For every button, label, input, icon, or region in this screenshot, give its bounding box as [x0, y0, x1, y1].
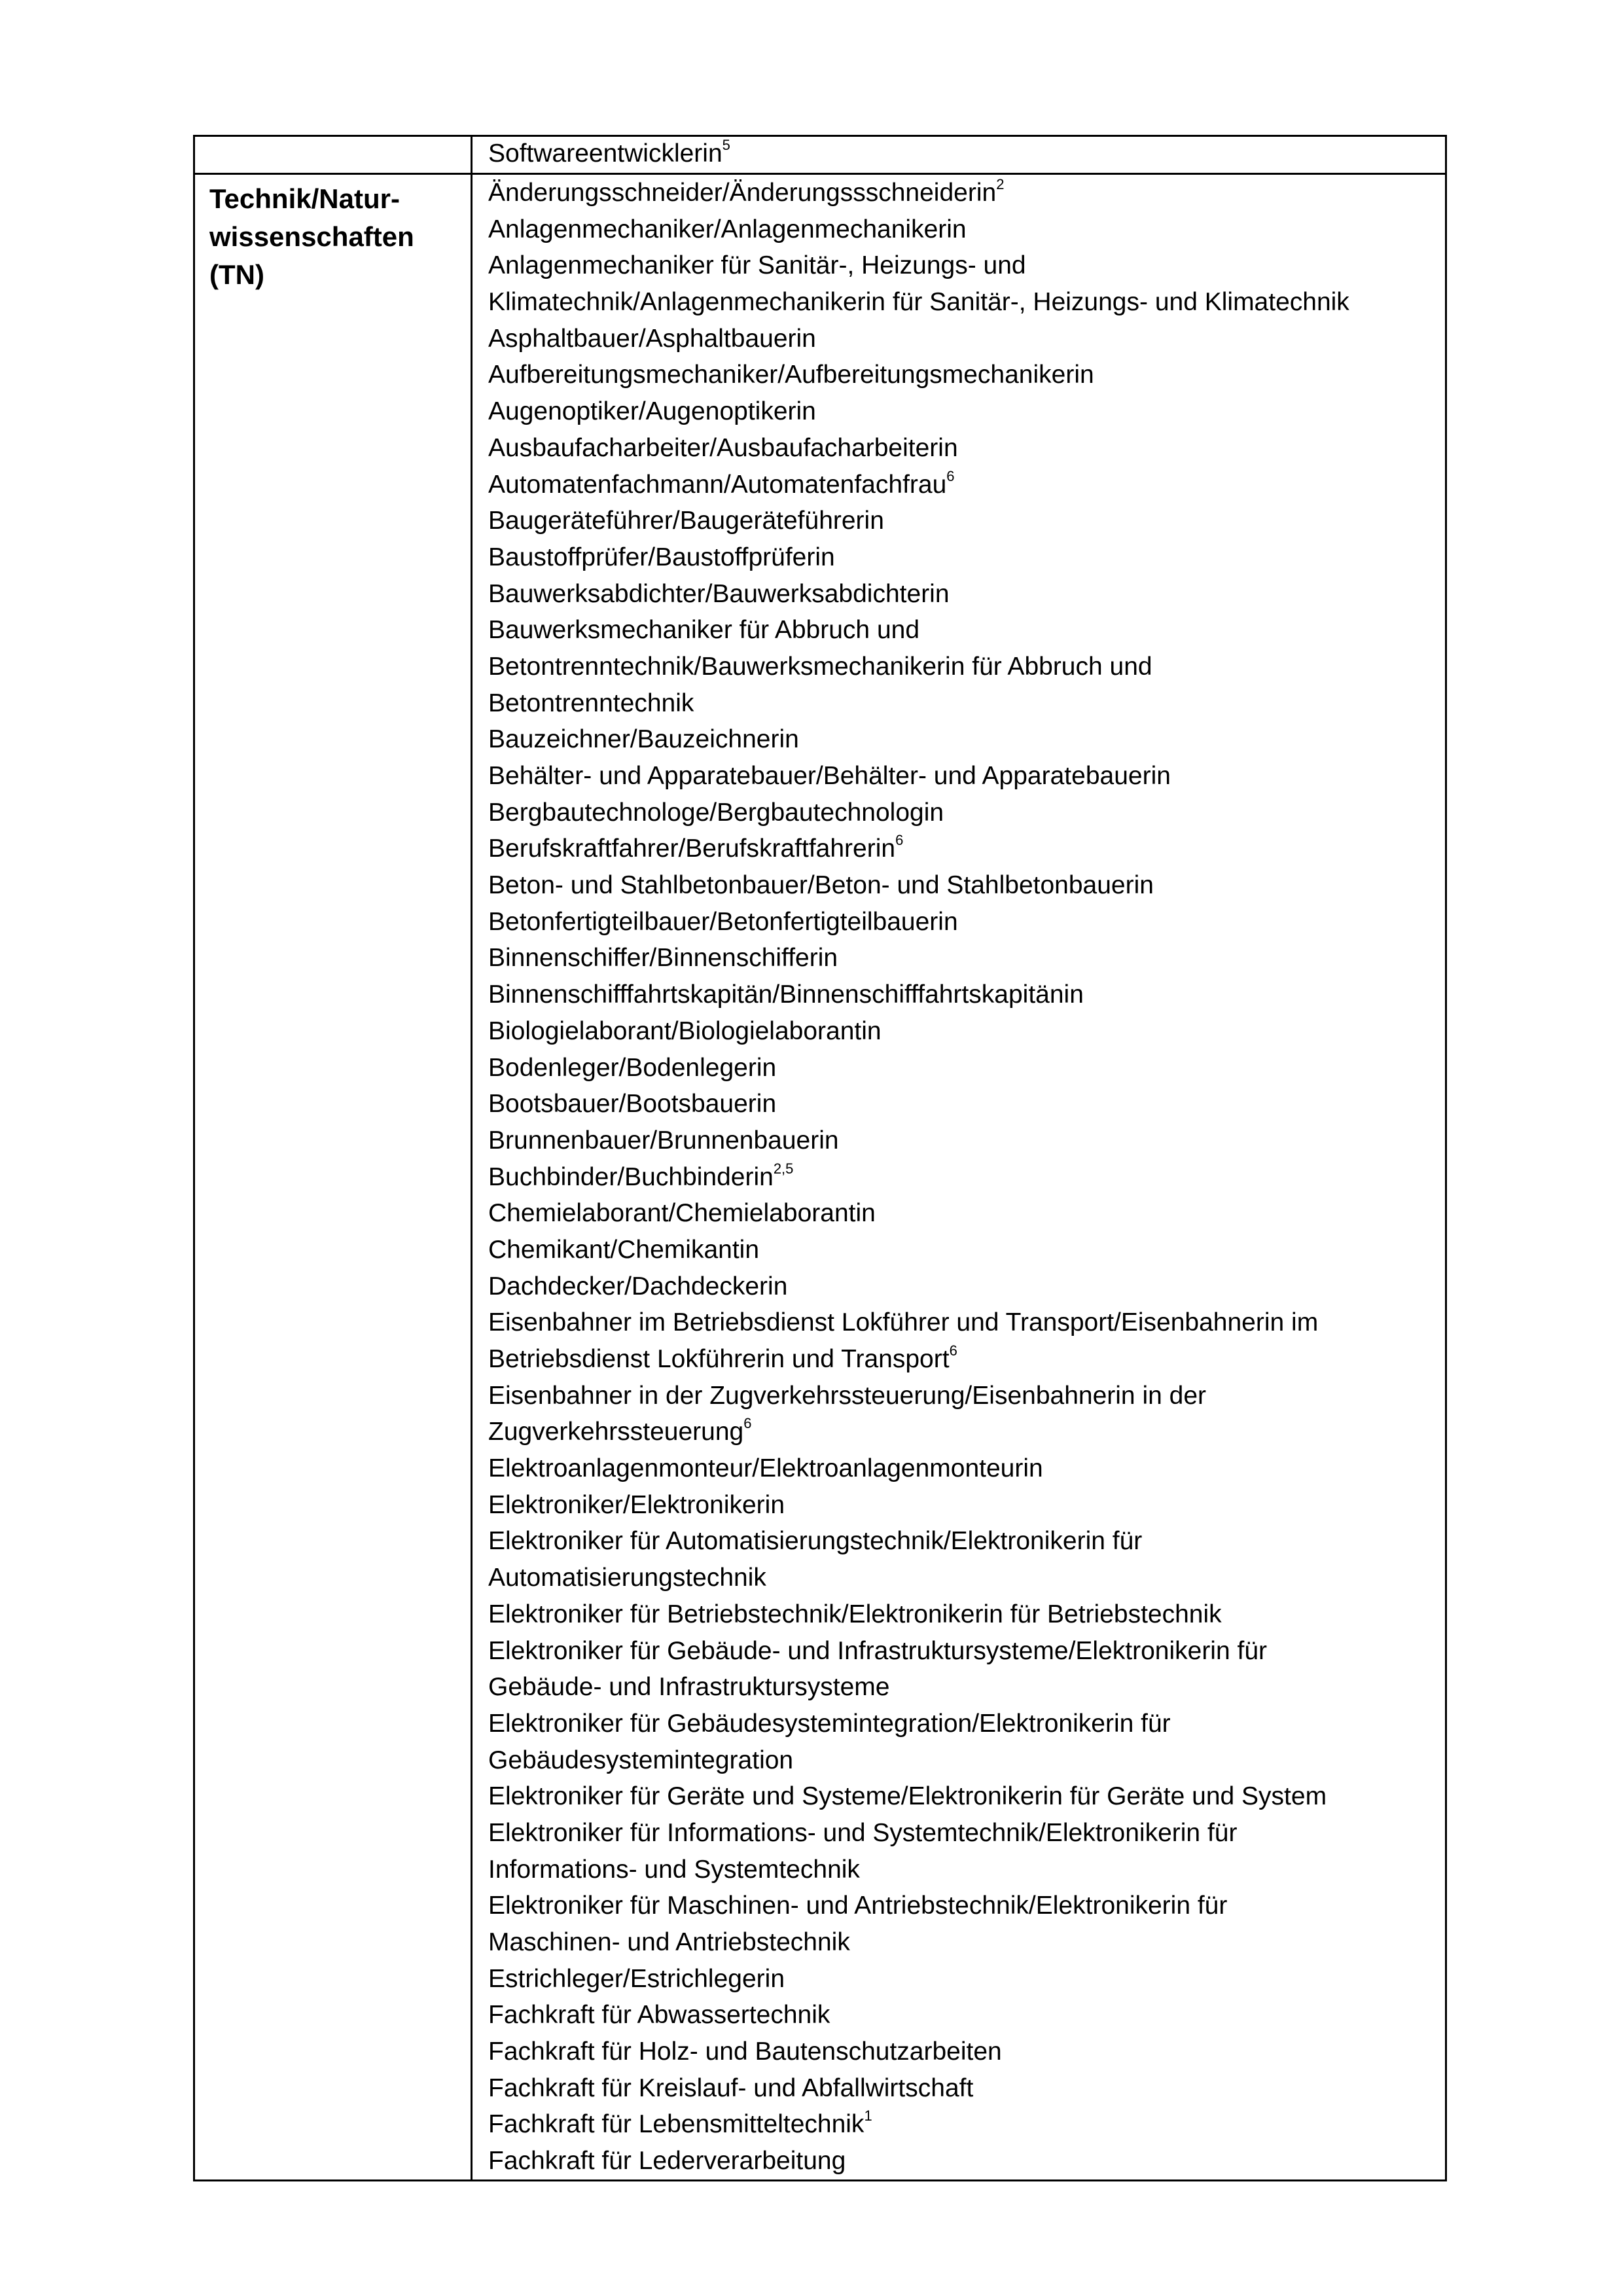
occupation-text: Betontrenntechnik	[488, 689, 694, 717]
occupation-entry	[488, 831, 1445, 867]
occupation-text: Buchbinder/Buchbinderin	[488, 1162, 774, 1191]
occupation-entry	[488, 1523, 1445, 1560]
occupation-text: Elektroniker für Informations- und Systemtechnik/Elektronikerin für	[488, 1818, 1238, 1847]
occupation-text: Anlagenmechaniker für Sanitär-, Heizungs- und	[488, 251, 1026, 280]
occupation-text: Betontrenntechnik/Bauwerksmechanikerin für Abbruch und	[488, 652, 1152, 681]
occupation-entry	[488, 2034, 1445, 2070]
occupation-entry	[488, 2106, 1445, 2143]
occupation-text: Beton- und Stahlbetonbauer/Beton- und Stahlbetonbauerin	[488, 871, 1154, 900]
occupation-entry	[488, 795, 1445, 831]
occupation-entry	[488, 175, 1445, 211]
occupation-text: Automatenfachmann/Automatenfachfrau	[488, 470, 947, 499]
occupation-entry	[488, 1013, 1445, 1050]
occupation-entry	[488, 1560, 1445, 1596]
occupation-text: Elektroanlagenmonteur/Elektroanlagenmonteurin	[488, 1454, 1043, 1483]
occupation-entry	[488, 211, 1445, 248]
occupation-entry	[488, 137, 1445, 171]
footnote-marker: 2,5	[773, 1160, 794, 1177]
occupation-text: Elektroniker für Geräte und Systeme/Elektronikerin für Geräte und System	[488, 1782, 1327, 1811]
occupation-text: Eisenbahner im Betriebsdienst Lokführer und Transport/Eisenbahnerin im	[488, 1308, 1319, 1337]
footnote-marker: 6	[895, 832, 904, 849]
occupation-table	[193, 135, 1447, 2181]
occupation-entry	[488, 1304, 1445, 1341]
occupation-text: Binnenschifffahrtskapitän/Binnenschifffahrtskapitänin	[488, 980, 1084, 1009]
footnote-marker: 6	[946, 467, 955, 484]
category-line: (TN)	[209, 259, 264, 290]
entries-cell	[472, 174, 1446, 2181]
occupation-text: Gebäudesystemintegration	[488, 1746, 794, 1774]
occupation-entry	[488, 1778, 1445, 1815]
category-line: Technik/Natur-	[209, 183, 400, 214]
occupation-entry	[488, 430, 1445, 467]
occupation-text: Fachkraft für Lebensmitteltechnik	[488, 2110, 865, 2139]
occupation-text: Fachkraft für Abwassertechnik	[488, 2001, 830, 2030]
occupation-text: Baustoffprüfer/Baustoffprüferin	[488, 543, 835, 571]
occupation-text: Augenoptiker/Augenoptikerin	[488, 397, 816, 426]
occupation-entry	[488, 1669, 1445, 1706]
occupation-entry	[488, 649, 1445, 685]
occupation-entry	[488, 1596, 1445, 1633]
occupation-text: Änderungsschneider/Änderungssschneiderin	[488, 179, 997, 207]
occupation-text: Berufskraftfahrer/Berufskraftfahrerin	[488, 834, 896, 863]
occupation-text: Bauwerksmechaniker für Abbruch und	[488, 616, 920, 645]
occupation-text: Softwareentwicklerin	[488, 139, 722, 168]
occupation-entry	[488, 1888, 1445, 1924]
occupation-text: Elektroniker/Elektronikerin	[488, 1490, 785, 1519]
occupation-entry	[488, 357, 1445, 393]
occupation-text: Eisenbahner in der Zugverkehrssteuerung/Eisenbahnerin in der	[488, 1381, 1207, 1410]
occupation-text: Chemielaborant/Chemielaborantin	[488, 1199, 876, 1228]
occupation-entry	[488, 977, 1445, 1013]
occupation-text: Elektroniker für Automatisierungstechnik/Elektronikerin für	[488, 1527, 1143, 1556]
occupation-entry	[488, 393, 1445, 430]
occupation-text: Fachkraft für Lederverarbeitung	[488, 2147, 846, 2176]
occupation-entry	[488, 1195, 1445, 1232]
occupation-text: Dachdecker/Dachdeckerin	[488, 1272, 788, 1300]
occupation-text: Asphaltbauer/Asphaltbauerin	[488, 324, 816, 353]
occupation-entry	[488, 1961, 1445, 1998]
occupation-text: Estrichleger/Estrichlegerin	[488, 1964, 785, 1993]
occupation-entry	[488, 284, 1445, 321]
occupation-text: Behälter- und Apparatebauer/Behälter- und Apparatebauerin	[488, 762, 1171, 790]
occupation-entry	[488, 1487, 1445, 1524]
footnote-marker: 5	[722, 137, 730, 153]
occupation-entry	[488, 758, 1445, 795]
occupation-entry	[488, 1122, 1445, 1159]
footnote-marker: 2	[996, 176, 1005, 192]
occupation-text: Anlagenmechaniker/Anlagenmechanikerin	[488, 215, 967, 243]
occupation-text: Informations- und Systemtechnik	[488, 1855, 860, 1884]
occupation-entry	[488, 539, 1445, 576]
occupation-entry	[488, 1450, 1445, 1487]
table-row-previous	[194, 136, 1446, 174]
occupation-text: Baugeräteführer/Baugeräteführerin	[488, 507, 884, 535]
occupation-entry	[488, 685, 1445, 722]
table-row-technik	[194, 174, 1446, 2181]
footnote-marker: 6	[743, 1415, 752, 1432]
occupation-text: Betriebsdienst Lokführerin und Transport	[488, 1345, 950, 1373]
occupation-entry	[488, 503, 1445, 539]
occupation-entry	[488, 1742, 1445, 1779]
occupation-entry	[488, 1852, 1445, 1888]
entry-list	[473, 175, 1445, 2179]
occupation-entry	[488, 1232, 1445, 1268]
occupation-entry	[488, 940, 1445, 977]
occupation-text: Bauwerksabdichter/Bauwerksabdichterin	[488, 579, 950, 608]
occupation-entry	[488, 1086, 1445, 1122]
category-cell	[194, 174, 472, 2181]
footnote-marker: 1	[864, 2108, 872, 2125]
occupation-text: Bauzeichner/Bauzeichnerin	[488, 725, 799, 754]
occupation-entry	[488, 1815, 1445, 1852]
category-line: wissenschaften	[209, 221, 414, 252]
occupation-entry	[488, 1633, 1445, 1670]
category-label	[195, 175, 471, 294]
occupation-text: Maschinen- und Antriebstechnik	[488, 1928, 850, 1956]
occupation-entry	[488, 1341, 1445, 1378]
occupation-entry	[488, 1706, 1445, 1742]
occupation-entry	[488, 2070, 1445, 2107]
footnote-marker: 6	[949, 1342, 957, 1359]
occupation-entry	[488, 867, 1445, 904]
occupation-entry	[488, 247, 1445, 284]
occupation-text: Elektroniker für Gebäude- und Infrastruktursysteme/Elektronikerin für	[488, 1636, 1268, 1665]
occupation-text: Chemikant/Chemikantin	[488, 1235, 760, 1264]
occupation-entry	[488, 2143, 1445, 2179]
entries-cell	[472, 136, 1446, 174]
occupation-entry	[488, 1997, 1445, 2034]
occupation-entry	[488, 1924, 1445, 1961]
occupation-entry	[488, 721, 1445, 758]
occupation-text: Betonfertigteilbauer/Betonfertigteilbauerin	[488, 907, 958, 936]
occupation-entry	[488, 904, 1445, 941]
occupation-text: Klimatechnik/Anlagenmechanikerin für Sanitär-, Heizungs- und Klimatechnik	[488, 288, 1349, 317]
occupation-text: Binnenschiffer/Binnenschifferin	[488, 944, 838, 973]
occupation-entry	[488, 321, 1445, 357]
occupation-text: Bootsbauer/Bootsbauerin	[488, 1090, 777, 1119]
occupation-entry	[488, 1378, 1445, 1414]
category-cell-empty	[194, 136, 472, 174]
occupation-text: Automatisierungstechnik	[488, 1564, 766, 1592]
occupation-text: Biologielaborant/Biologielaborantin	[488, 1016, 882, 1045]
occupation-text: Zugverkehrssteuerung	[488, 1418, 744, 1446]
occupation-text: Fachkraft für Holz- und Bautenschutzarbeiten	[488, 2037, 1002, 2066]
occupation-entry	[488, 1268, 1445, 1305]
occupation-entry	[488, 612, 1445, 649]
entry-list	[473, 137, 1445, 171]
occupation-text: Bodenleger/Bodenlegerin	[488, 1053, 777, 1082]
occupation-entry	[488, 1050, 1445, 1086]
occupation-text: Elektroniker für Betriebstechnik/Elektronikerin für Betriebstechnik	[488, 1600, 1222, 1628]
occupation-text: Ausbaufacharbeiter/Ausbaufacharbeiterin	[488, 433, 958, 462]
occupation-text: Gebäude- und Infrastruktursysteme	[488, 1673, 890, 1702]
occupation-entry	[488, 576, 1445, 613]
occupation-text: Aufbereitungsmechaniker/Aufbereitungsmechanikerin	[488, 361, 1094, 389]
occupation-text: Fachkraft für Kreislauf- und Abfallwirtschaft	[488, 2073, 974, 2102]
occupation-entry	[488, 1159, 1445, 1196]
occupation-entry	[488, 467, 1445, 503]
occupation-text: Brunnenbauer/Brunnenbauerin	[488, 1126, 839, 1155]
occupation-text: Bergbautechnologe/Bergbautechnologin	[488, 798, 944, 827]
occupation-text: Elektroniker für Maschinen- und Antriebstechnik/Elektronikerin für	[488, 1892, 1228, 1920]
occupation-entry	[488, 1414, 1445, 1450]
occupation-text: Elektroniker für Gebäudesystemintegration/Elektronikerin für	[488, 1709, 1171, 1738]
